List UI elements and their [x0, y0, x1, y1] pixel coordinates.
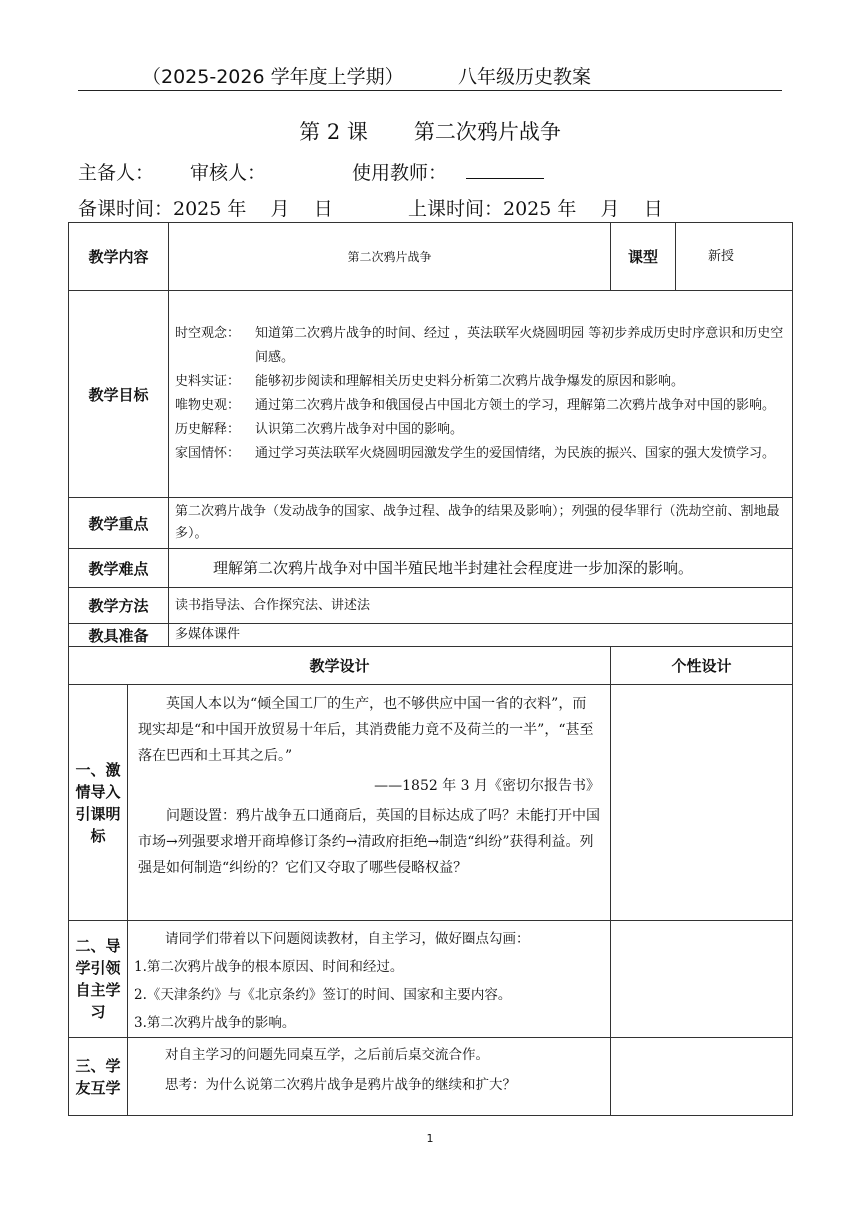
quote-source: ——1852 年 3 月《密切尔报告书》	[374, 778, 601, 794]
header-rule	[78, 90, 782, 91]
section-3-content	[128, 1038, 611, 1116]
main-preparer-label: 主备人：	[78, 162, 155, 184]
study-question: 1.第二次鸦片战争的根本原因、时间和经过。	[134, 959, 404, 975]
goals-label: 教学目标	[69, 291, 169, 498]
goal-item: 唯物史观： 通过第二次鸦片战争和俄国侵占中国北方领土的学习，理解第二次鸦片战争对中国的影响。	[175, 398, 776, 413]
section-1-label: 一、激情导入引课明标	[69, 685, 128, 921]
lesson-title	[0, 116, 860, 146]
key-points-value: 第二次鸦片战争（发动战争的国家、战争过程、战争的结果及影响）；列强的侵华罪行（洗劫空前、割地最多）。	[169, 498, 793, 549]
reviewer-label: 审核人：	[190, 162, 267, 184]
quote-text: 英国人本以为“倾全国工厂的生产，也不够供应中国一省的衣料”，而现实却是“和中国开放贸易十年后，其消费能力竟不及荷兰的一半”，“甚至落在巴西和土耳其之后。”	[138, 696, 594, 764]
goal-item: 时空观念： 知道第二次鸦片战争的时间、经过 ，英法联军火烧圆明园 等初步养成历史时序意识和历史空间感。	[175, 326, 784, 365]
goal-item: 史料实证： 能够初步阅读和理解相关历史史料分析第二次鸦片战争爆发的原因和影响。	[175, 374, 685, 389]
teacher-blank-line	[466, 178, 544, 179]
type-label: 课型	[611, 223, 676, 291]
section-3-line1: 对自主学习的问题先同桌互学，之后前后桌交流合作。	[165, 1047, 489, 1063]
section-2-label: 二、导学引领自主学习	[69, 921, 128, 1038]
teacher-label: 使用教师：	[352, 162, 448, 184]
personal-design-label: 个性设计	[611, 647, 793, 685]
goal-item: 历史解释： 认识第二次鸦片战争对中国的影响。	[175, 422, 464, 437]
content-label: 教学内容	[69, 223, 169, 291]
page-number: 1	[426, 1132, 434, 1145]
section-3-personal	[611, 1038, 793, 1116]
study-question: 3.第二次鸦片战争的影响。	[134, 1015, 296, 1031]
term-text: （2025-2026 学年度上学期）	[142, 66, 404, 88]
tools-label: 教具准备	[69, 624, 169, 647]
method-value: 读书指导法、合作探究法、讲述法	[169, 588, 793, 624]
design-label: 教学设计	[69, 647, 611, 685]
prep-time: 备课时间：2025 年 月 日	[78, 198, 333, 220]
type-value: 新授	[676, 223, 793, 291]
section-1-content	[128, 685, 611, 921]
study-question: 2.《天津条约》与《北京条约》签订的时间、国家和主要内容。	[134, 987, 512, 1003]
section-2-content	[128, 921, 611, 1038]
lesson-name: 第二次鸦片战争	[413, 120, 561, 144]
goals-list	[169, 291, 793, 498]
section-3-line2: 思考：为什么说第二次鸦片战争是鸦片战争的继续和扩大？	[165, 1077, 516, 1093]
tools-value: 多媒体课件	[169, 624, 793, 647]
difficulty-value: 理解第二次鸦片战争对中国半殖民地半封建社会程度进一步加深的影响。	[169, 549, 793, 588]
lesson-plan-table	[68, 222, 793, 1116]
content-value: 第二次鸦片战争	[169, 223, 611, 291]
goal-item: 家国情怀： 通过学习英法联军火烧圆明园激发学生的爱国情绪，为民族的振兴、国家的强大发愤学习。	[175, 446, 776, 461]
class-time: 上课时间：2025 年 月 日	[408, 198, 663, 220]
document-header	[142, 62, 592, 89]
grade-text: 八年级历史教案	[458, 66, 592, 88]
section-2-personal	[611, 921, 793, 1038]
question-text: 问题设置：鸦片战争五口通商后，英国的目标达成了吗？未能打开中国市场→列强要求增开商埠修订条约→清政府拒绝→制造“纠纷”获得利益。列强是如何制造“纠纷的？它们又夺取了哪些侵略权益？	[138, 808, 600, 876]
section-2-intro: 请同学们带着以下问题阅读教材，自主学习，做好圈点勾画：	[165, 931, 530, 947]
key-points-label: 教学重点	[69, 498, 169, 549]
lesson-number: 第 2 课	[299, 120, 368, 144]
section-3-label: 三、学友互学	[69, 1038, 128, 1116]
difficulty-label: 教学难点	[69, 549, 169, 588]
method-label: 教学方法	[69, 588, 169, 624]
section-1-personal	[611, 685, 793, 921]
